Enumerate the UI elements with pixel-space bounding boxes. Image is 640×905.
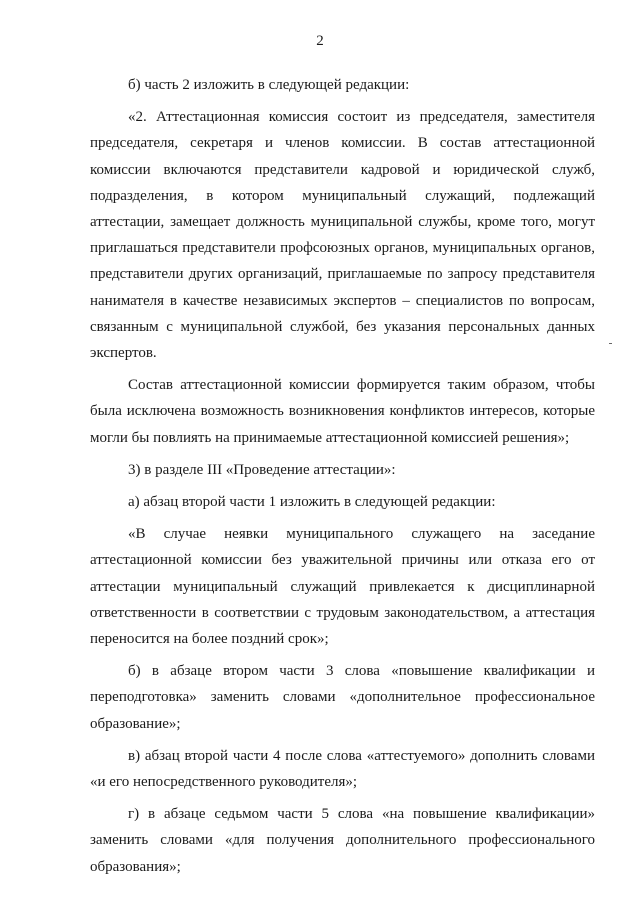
page-number: 2 — [316, 33, 324, 49]
paragraph-absence-case: «В случае неявки муниципального служащего на заседание аттестационной комиссии без уважительной причины или отказа его от аттестации муниципальный служащий привлекается к дисциплинарной ответственности в соответствии с трудовым законодательством, а аттестация переносится на более поздний срок»; — [90, 526, 595, 648]
paragraph-item-b-part3: б) в абзаце втором части 3 слова «повышение квалификации и переподготовка» заменить словами «дополнительное профессиональное образование»; — [90, 663, 595, 732]
paragraph-item-a: а) абзац второй части 1 изложить в следующей редакции: — [128, 494, 496, 511]
paragraph-section-3: 3) в разделе III «Проведение аттестации»: — [128, 461, 396, 478]
paragraph-item-b-part2: б) часть 2 изложить в следующей редакции: — [128, 77, 410, 93]
paragraph-commission-composition: «2. Аттестационная комиссия состоит из председателя, заместителя председателя, секретаря и членов комиссии. В состав аттестационной комиссии включаются представители кадровой и юридической служб, подразделения, в котором муниципальный служащий, подлежащий аттестации, замещает должность муниципальной службы, кроме того, могут приглашаться представители профсоюзных органов, муниципальных органов, представители других организаций, приглашаемые по запросу представителя нанимателя в качестве независимых экспертов – специалистов по вопросам, связанным с муниципальной службой, без указания персональных данных экспертов. — [90, 109, 595, 362]
document-body — [90, 72, 595, 880]
margin-mark — [609, 343, 612, 344]
paragraph-commission-formation: Состав аттестационной комиссии формируется таким образом, чтобы была исключена возможность возникновения конфликтов интересов, которые могли бы повлиять на принимаемые аттестационной комиссией решения»; — [90, 377, 595, 446]
paragraph-item-v-part4: в) абзац второй части 4 после слова «аттестуемого» дополнить словами «и его непосредственного руководителя»; — [90, 747, 595, 791]
paragraph-item-g-part5: г) в абзаце седьмом части 5 слова «на повышение квалификации» заменить словами «для получения дополнительного профессионального образования»; — [90, 806, 595, 875]
